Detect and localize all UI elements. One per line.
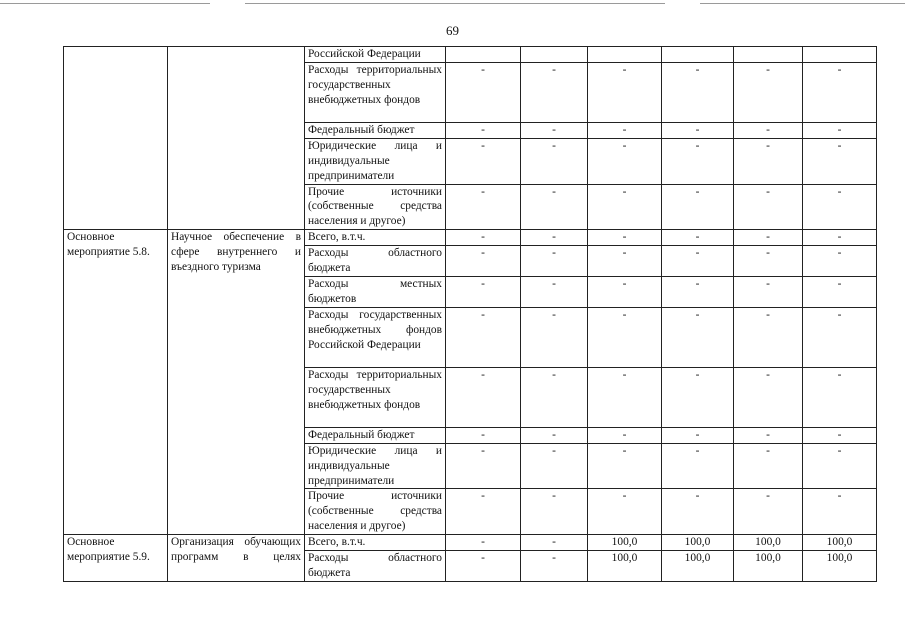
value-cell: 100,0 (803, 551, 877, 582)
funding-source-cell: Федеральный бюджет (305, 122, 446, 138)
value-cell: - (803, 138, 877, 184)
value-cell: - (588, 122, 662, 138)
value-cell: - (662, 443, 734, 489)
value-cell (662, 47, 734, 63)
value-cell: - (588, 367, 662, 427)
value-cell: - (446, 307, 521, 367)
activity-cell: Основное мероприятие 5.8. (64, 230, 168, 535)
value-cell: - (521, 62, 588, 122)
value-cell: - (803, 246, 877, 277)
table-row (64, 230, 877, 246)
value-cell: - (588, 246, 662, 277)
value-cell: - (588, 62, 662, 122)
value-cell: 100,0 (588, 535, 662, 551)
value-cell: - (662, 184, 734, 230)
value-cell: - (734, 307, 803, 367)
value-cell: - (662, 367, 734, 427)
value-cell: - (521, 276, 588, 307)
value-cell: - (662, 427, 734, 443)
funding-source-cell: Расходы областного бюджета (305, 246, 446, 277)
value-cell: - (521, 307, 588, 367)
funding-source-cell: Всего, в.т.ч. (305, 535, 446, 551)
value-cell: - (662, 246, 734, 277)
funding-source-cell: Юридические лица и индивидуальные предприниматели (305, 138, 446, 184)
funding-source-cell: Расходы территориальных государственных внебюджетных фондов (305, 367, 446, 427)
funding-source-cell: Прочие источники (собственные средства населения и другое) (305, 489, 446, 535)
funding-source-cell: Расходы местных бюджетов (305, 276, 446, 307)
value-cell: - (588, 138, 662, 184)
value-cell: - (446, 62, 521, 122)
description-cell: Научное обеспечение в сфере внутреннего и въездного туризма (168, 230, 305, 535)
value-cell: - (588, 489, 662, 535)
value-cell: - (521, 367, 588, 427)
value-cell (588, 47, 662, 63)
value-cell: - (803, 367, 877, 427)
value-cell: - (803, 122, 877, 138)
scan-edge-line (700, 3, 905, 4)
value-cell: - (521, 230, 588, 246)
value-cell: - (803, 276, 877, 307)
description-cell: Организация обучающих программ в целях (168, 535, 305, 582)
value-cell: - (734, 62, 803, 122)
value-cell: - (803, 443, 877, 489)
funding-source-cell: Прочие источники (собственные средства населения и другое) (305, 184, 446, 230)
value-cell: - (662, 230, 734, 246)
budget-table (63, 46, 877, 582)
funding-source-cell: Федеральный бюджет (305, 427, 446, 443)
scan-edge-line (245, 3, 665, 4)
value-cell: - (803, 427, 877, 443)
value-cell: 100,0 (588, 551, 662, 582)
value-cell: 100,0 (734, 535, 803, 551)
value-cell: - (446, 276, 521, 307)
table-row (64, 535, 877, 551)
value-cell: - (446, 138, 521, 184)
value-cell: - (734, 443, 803, 489)
value-cell: - (588, 427, 662, 443)
activity-cell: Основное мероприятие 5.9. (64, 535, 168, 582)
value-cell: 100,0 (662, 535, 734, 551)
description-cell (168, 47, 305, 230)
value-cell: - (803, 230, 877, 246)
funding-source-cell: Расходы территориальных государственных внебюджетных фондов (305, 62, 446, 122)
value-cell: - (734, 276, 803, 307)
value-cell: 100,0 (662, 551, 734, 582)
value-cell (521, 47, 588, 63)
value-cell: - (803, 307, 877, 367)
value-cell: - (734, 427, 803, 443)
value-cell: - (662, 138, 734, 184)
value-cell: - (734, 246, 803, 277)
value-cell: - (662, 276, 734, 307)
funding-source-cell: Расходы государственных внебюджетных фондов Российской Федерации (305, 307, 446, 367)
value-cell: - (521, 551, 588, 582)
value-cell: - (521, 246, 588, 277)
value-cell: - (588, 184, 662, 230)
value-cell: - (588, 307, 662, 367)
value-cell: 100,0 (734, 551, 803, 582)
value-cell: - (446, 489, 521, 535)
value-cell: - (734, 138, 803, 184)
value-cell: - (521, 184, 588, 230)
value-cell: - (446, 230, 521, 246)
value-cell: - (446, 427, 521, 443)
value-cell: - (734, 489, 803, 535)
value-cell: - (446, 184, 521, 230)
value-cell: - (521, 427, 588, 443)
value-cell: - (662, 489, 734, 535)
value-cell: - (734, 184, 803, 230)
value-cell: - (588, 276, 662, 307)
value-cell: - (662, 122, 734, 138)
funding-source-cell: Расходы областного бюджета (305, 551, 446, 582)
activity-cell (64, 47, 168, 230)
value-cell: - (521, 443, 588, 489)
value-cell: - (734, 122, 803, 138)
value-cell: - (446, 535, 521, 551)
value-cell: 100,0 (803, 535, 877, 551)
funding-source-cell: Всего, в.т.ч. (305, 230, 446, 246)
value-cell: - (446, 367, 521, 427)
value-cell: - (734, 230, 803, 246)
table-row (64, 47, 877, 63)
value-cell: - (734, 367, 803, 427)
page-number: 69 (446, 23, 459, 38)
value-cell: - (446, 551, 521, 582)
value-cell: - (662, 307, 734, 367)
funding-source-cell: Российской Федерации (305, 47, 446, 63)
value-cell: - (521, 138, 588, 184)
value-cell: - (588, 230, 662, 246)
value-cell: - (521, 535, 588, 551)
scan-edge-line (0, 3, 210, 4)
value-cell: - (446, 443, 521, 489)
funding-source-cell: Юридические лица и индивидуальные предприниматели (305, 443, 446, 489)
value-cell: - (803, 184, 877, 230)
value-cell (446, 47, 521, 63)
value-cell (734, 47, 803, 63)
value-cell: - (446, 246, 521, 277)
value-cell: - (588, 443, 662, 489)
value-cell (803, 47, 877, 63)
value-cell: - (521, 122, 588, 138)
value-cell: - (803, 489, 877, 535)
value-cell: - (446, 122, 521, 138)
value-cell: - (803, 62, 877, 122)
table-body (64, 47, 877, 582)
value-cell: - (521, 489, 588, 535)
value-cell: - (662, 62, 734, 122)
